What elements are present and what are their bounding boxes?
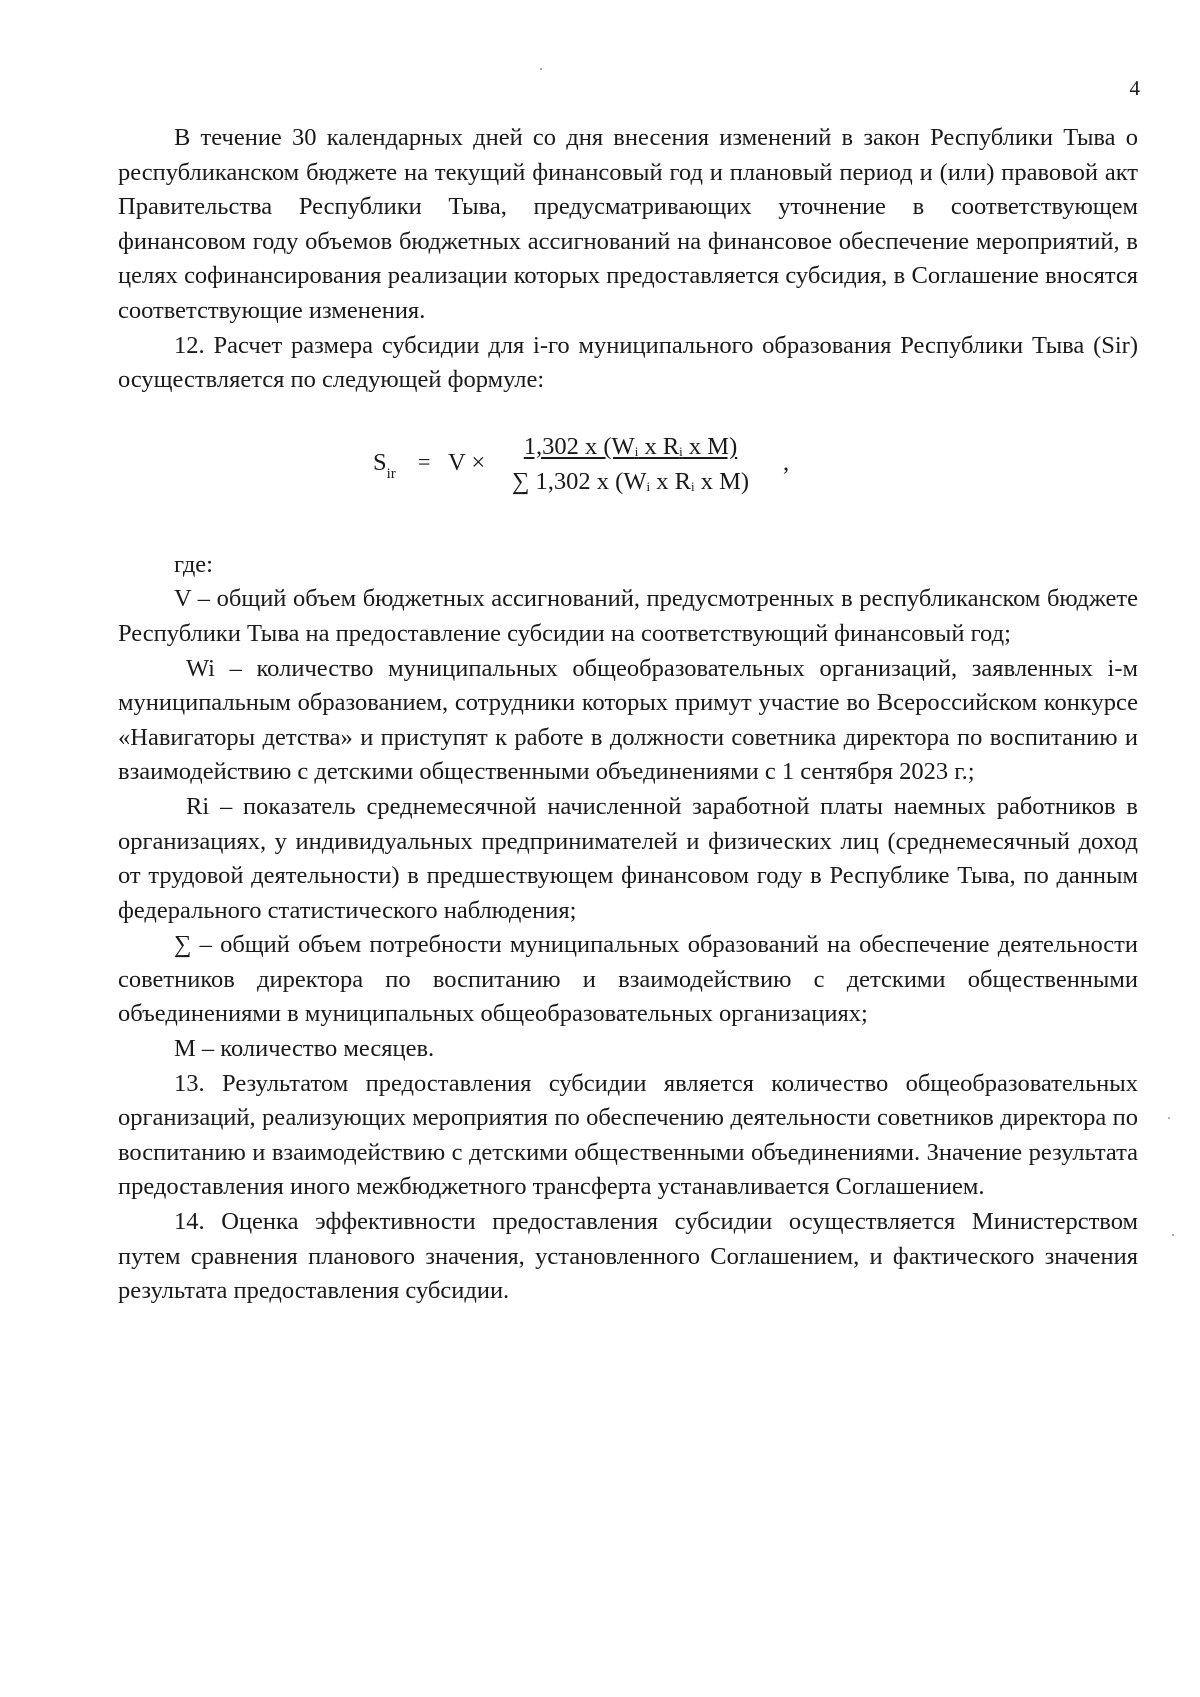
subsidy-formula	[118, 398, 1138, 548]
formula-multiplier: V ×	[448, 448, 486, 476]
scan-speck	[1172, 1234, 1174, 1236]
scan-speck	[1168, 1117, 1170, 1119]
page-number: 4	[1129, 76, 1140, 100]
definition-sum: ∑ – общий объем потребности муниципальных образований на обеспечение деятельности советников директора по воспитанию и взаимодействию с детскими общественными объединениями в муниципальных общеобразовательных организациях;	[118, 931, 1138, 1028]
paragraph-14-evaluation: 14. Оценка эффективности предоставления субсидии осуществляется Министерством путем сравнения планового значения, установленного Соглашением, и фактического значения результата предоставления субсидии.	[118, 1208, 1138, 1305]
document-body	[118, 121, 1138, 1309]
paragraph-12-calculation: 12. Расчет размера субсидии для i-го муниципального образования Республики Тыва (Sir) осуществляется по следующей формуле:	[118, 331, 1138, 394]
definition-wi: Wi – количество муниципальных общеобразовательных организаций, заявленных i-м муниципальным образованием, сотрудники которых примут участие во Всероссийском конкурсе «Навигаторы детства» и приступят к работе в должности советника директора по воспитанию и взаимодействию с детскими общественными объединениями с 1 сентября 2023 г.;	[118, 654, 1138, 786]
formula-numerator: 1,302 x ($W_i$ x $R_i$ x M)	[523, 432, 738, 460]
scan-speck	[540, 68, 542, 70]
definition-v: V – общий объем бюджетных ассигнований, предусмотренных в республиканском бюджете Республики Тыва на предоставление субсидии на соответствующий финансовый год;	[118, 585, 1138, 647]
where-label: где:	[174, 550, 213, 578]
formula-fraction	[503, 432, 758, 502]
paragraph-amendments: В течение 30 календарных дней со дня внесения изменений в закон Республики Тыва о республиканском бюджете на текущий финансовый год и плановый период и (или) правовой акт Правительства Республики Тыва, предусматривающих уточнение в соответствующем финансовом году объемов бюджетных ассигнований на финансовое обеспечение мероприятий, в целях софинансирования реализации которых предоставляется субсидия, в Соглашение вносятся соответствующие изменения.	[118, 124, 1138, 324]
formula-lhs-subscript: ir	[386, 465, 396, 482]
definition-m: М – количество месяцев.	[174, 1035, 435, 1063]
formula-denominator: ∑ 1,302 x ($W_i$ x $R_i$ x M)	[511, 467, 750, 495]
formula-equals: =	[418, 448, 431, 474]
definition-ri: Ri – показатель среднемесячной начисленной заработной платы наемных работников в организациях, у индивидуальных предпринимателей и физических лиц (среднемесячный доход от трудовой деятельности) в предшествующем финансовом году в Республике Тыва, по данным федерального статистического наблюдения;	[118, 792, 1138, 924]
paragraph-13-result: 13. Результатом предоставления субсидии является количество общеобразовательных организаций, реализующих мероприятия по обеспечению деятельности советников директора по воспитанию и взаимодействию с детскими общественными объединениями. Значение результата предоставления иного межбюджетного трансферта устанавливается Соглашением.	[118, 1069, 1138, 1201]
formula-lhs	[373, 446, 396, 489]
formula-lhs-symbol: S	[373, 448, 387, 476]
formula-trailing-comma: ,	[783, 448, 790, 476]
